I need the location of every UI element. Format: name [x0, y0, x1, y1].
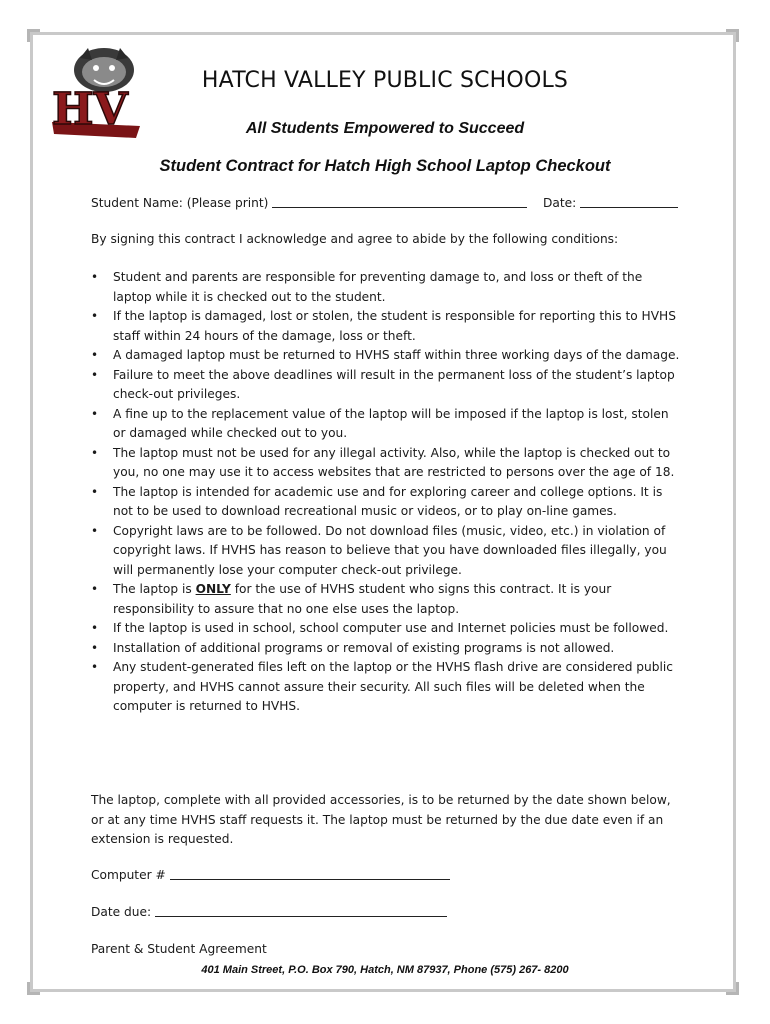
bullet: • — [91, 309, 99, 323]
list-item — [91, 483, 681, 522]
bullet: • — [91, 621, 99, 635]
list-item — [91, 658, 681, 717]
list-item — [91, 405, 681, 444]
date-due-row — [91, 904, 447, 919]
date-due-field[interactable] — [155, 904, 447, 917]
return-policy-paragraph: The laptop, complete with all provided accessories, is to be returned by the date shown below, or at any time HVHS staff requests it. The laptop must be returned by the due date even if an extension is requested. — [91, 793, 671, 846]
bullet: • — [91, 660, 99, 674]
list-item — [91, 619, 681, 639]
bullet: • — [91, 640, 99, 655]
list-item — [91, 522, 681, 581]
border-corner — [726, 29, 739, 42]
list-item — [91, 346, 681, 366]
agreement-heading: Parent & Student Agreement — [91, 942, 267, 956]
bullet: • — [91, 523, 99, 538]
rule-text: If the laptop is damaged, lost or stolen, the student is responsible for reporting this to HVHS staff within 24 hours of the damage, loss or theft. — [113, 309, 676, 343]
rule-text: Any student-generated files left on the laptop or the HVHS flash drive are considered public property, and HVHS cannot assure their security. All such files will be deleted when the computer is returned to HVHS. — [113, 660, 673, 713]
bullet: • — [91, 484, 99, 499]
rule-text: Copyright laws are to be followed. Do not download files (music, video, etc.) in violation of copyright laws. If HVHS has reason to believe that you have downloaded files illegally, you — [113, 523, 667, 557]
border-corner — [27, 982, 40, 995]
school-motto: All Students Empowered to Succeed — [245, 120, 525, 137]
logo-letters: HV — [52, 84, 128, 135]
bullet: • — [91, 270, 99, 284]
footer-address: 401 Main Street, P.O. Box 790, Hatch, NM 87937, Phone (575) 267- 8200 — [201, 964, 569, 976]
date-field[interactable] — [580, 195, 678, 208]
rule-text: A damaged laptop must be returned to HVHS staff within three working days of the damage. — [113, 348, 680, 362]
contract-title: Student Contract for Hatch High School Laptop Checkout — [159, 157, 611, 175]
rule-text: A fine up to the replacement value of the laptop will be imposed if the laptop is lost, stolen or damaged while checked out to you. — [113, 406, 669, 440]
student-name-field[interactable] — [272, 195, 527, 208]
rule-text: The laptop must not be used for any illegal activity. Also, while the laptop is checked out to you, no one may use it to access websites that are restricted to persons over the age of 18. — [113, 445, 675, 479]
rule-text-continued: will permanently lose your computer check-out privilege. — [113, 562, 462, 577]
list-item — [91, 444, 681, 483]
rule-text: If the laptop is used in school, school computer use and Internet policies must be followed. — [113, 621, 669, 635]
computer-number-field[interactable] — [170, 867, 450, 880]
bullet: • — [91, 445, 99, 460]
bullet: • — [91, 582, 99, 596]
rule-text: for the use of HVHS student who signs this contract. It is your responsibility to assure that no one else uses the laptop. — [113, 582, 612, 616]
bullet: • — [91, 406, 99, 421]
bullet: • — [91, 367, 99, 382]
list-item — [91, 268, 681, 307]
list-item — [91, 366, 681, 405]
conditions-list — [91, 268, 681, 717]
list-item — [91, 580, 681, 619]
rule-text: Failure to meet the above deadlines will result in the permanent loss of the student’s laptop check-out privileges. — [113, 367, 675, 401]
rule-text: The laptop is — [113, 582, 196, 596]
rule-text: Student and parents are responsible for preventing damage to, and loss or theft of the laptop while it is checked out to the student. — [113, 270, 643, 304]
border-corner — [726, 982, 739, 995]
emphasis-only: ONLY — [195, 582, 231, 596]
rule-text: Installation of additional programs or removal of existing programs is not allowed. — [113, 640, 615, 655]
border-corner — [27, 29, 40, 42]
date-due-label: Date due: — [91, 905, 152, 919]
list-item — [91, 639, 681, 659]
list-item — [91, 307, 681, 346]
rule-text: The laptop is intended for academic use and for exploring career and college options. It is not to be used to download recreational music or videos, or to play on-line games. — [113, 484, 663, 518]
computer-number-row — [91, 867, 450, 882]
student-name-row — [91, 195, 691, 210]
bullet: • — [91, 348, 99, 362]
intro-text: By signing this contract I acknowledge and agree to abide by the following conditions: — [91, 232, 619, 246]
student-name-label: Student Name: (Please print) — [91, 196, 269, 210]
computer-number-label: Computer # — [91, 868, 166, 882]
school-name: HATCH VALLEY PUBLIC SCHOOLS — [201, 68, 569, 93]
date-label: Date: — [543, 196, 577, 210]
